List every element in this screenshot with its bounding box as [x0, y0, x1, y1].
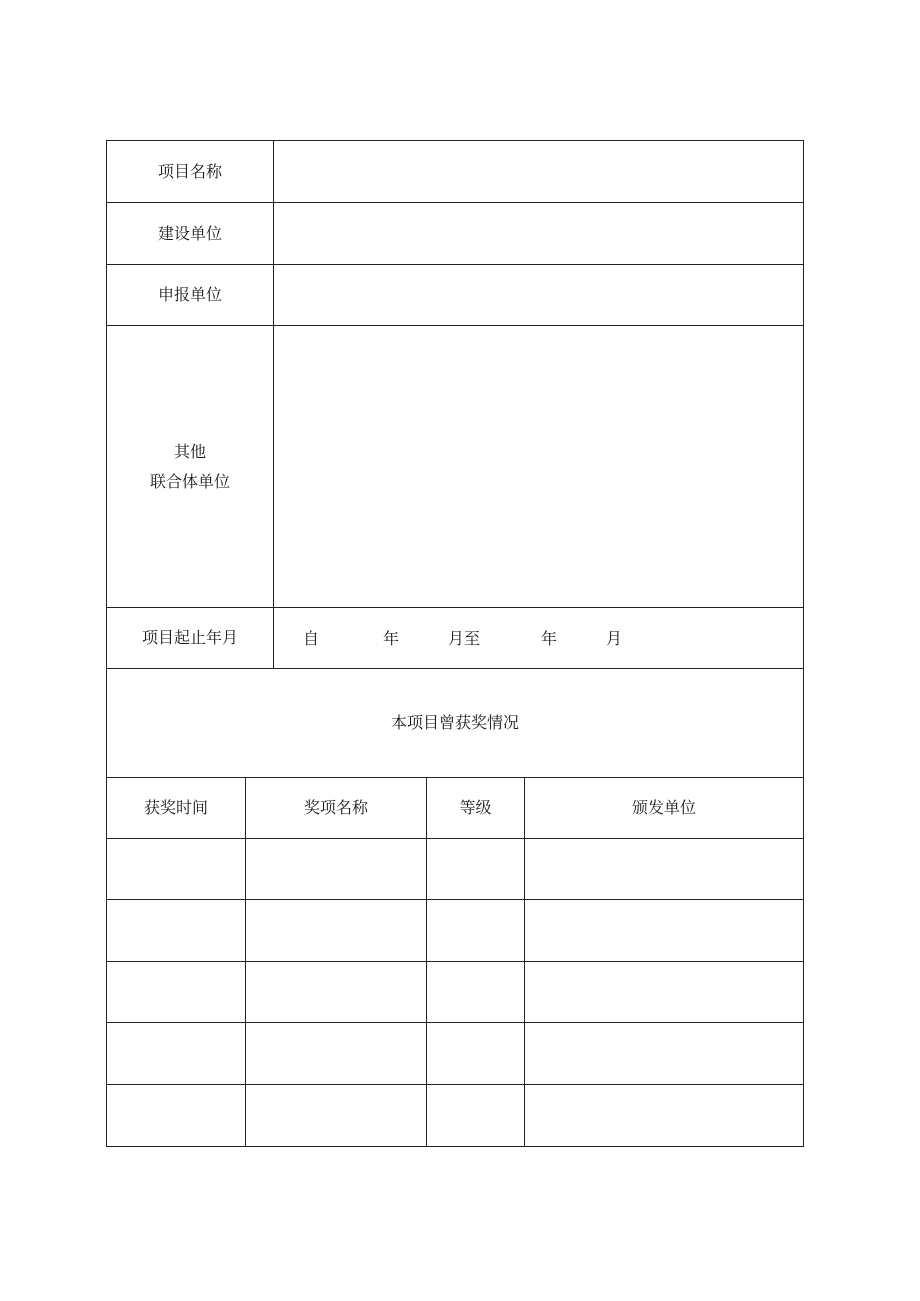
consortium-label [107, 326, 273, 607]
awards-cell-row1-name[interactable] [246, 839, 426, 899]
applicant-unit-field[interactable] [274, 265, 803, 325]
awards-cell-row2-name[interactable] [246, 900, 426, 961]
awards-cell-row2-level[interactable] [427, 900, 524, 961]
awards-cell-row5-name[interactable] [246, 1085, 426, 1146]
awards-cell-row4-name[interactable] [246, 1023, 426, 1084]
awards-cell-row5-issuer[interactable] [525, 1085, 803, 1146]
consortium-field[interactable] [274, 326, 803, 607]
awards-cell-row3-issuer[interactable] [525, 962, 803, 1022]
consortium-label-line1: 其他 [173, 441, 206, 461]
project-name-label: 项目名称 [157, 161, 222, 181]
awards-cell-row5-time[interactable] [107, 1085, 245, 1146]
construction-unit-label: 建设单位 [157, 223, 222, 243]
awards-cell-row1-time[interactable] [107, 839, 245, 899]
duration-field[interactable] [274, 608, 803, 668]
duration-label: 项目起止年月 [141, 628, 238, 647]
table-border-bottom [106, 1146, 804, 1147]
consortium-label-line2: 联合体单位 [149, 471, 230, 491]
awards-cell-row5-level[interactable] [427, 1085, 524, 1146]
awards-header-time: 获奖时间 [143, 798, 208, 817]
awards-cell-row2-issuer[interactable] [525, 900, 803, 961]
awards-cell-row1-level[interactable] [427, 839, 524, 899]
awards-cell-row4-issuer[interactable] [525, 1023, 803, 1084]
duration-from: 自 [303, 629, 320, 648]
table-border-right [803, 140, 804, 1147]
project-name-field[interactable] [274, 141, 803, 202]
duration-month-2: 月 [606, 629, 623, 648]
awards-cell-row1-issuer[interactable] [525, 839, 803, 899]
duration-year-2: 年 [541, 629, 558, 648]
awards-header-issuer: 颁发单位 [631, 798, 696, 817]
awards-cell-row4-time[interactable] [107, 1023, 245, 1084]
duration-month-to: 月至 [448, 629, 481, 648]
awards-header-name: 奖项名称 [303, 798, 368, 817]
awards-section-title: 本项目曾获奖情况 [390, 713, 519, 732]
construction-unit-field[interactable] [274, 203, 803, 264]
awards-cell-row4-level[interactable] [427, 1023, 524, 1084]
awards-cell-row3-time[interactable] [107, 962, 245, 1022]
duration-year-1: 年 [383, 629, 400, 648]
awards-cell-row3-name[interactable] [246, 962, 426, 1022]
applicant-unit-label: 申报单位 [157, 285, 222, 304]
awards-header-level: 等级 [459, 798, 492, 817]
awards-cell-row3-level[interactable] [427, 962, 524, 1022]
awards-cell-row2-time[interactable] [107, 900, 245, 961]
